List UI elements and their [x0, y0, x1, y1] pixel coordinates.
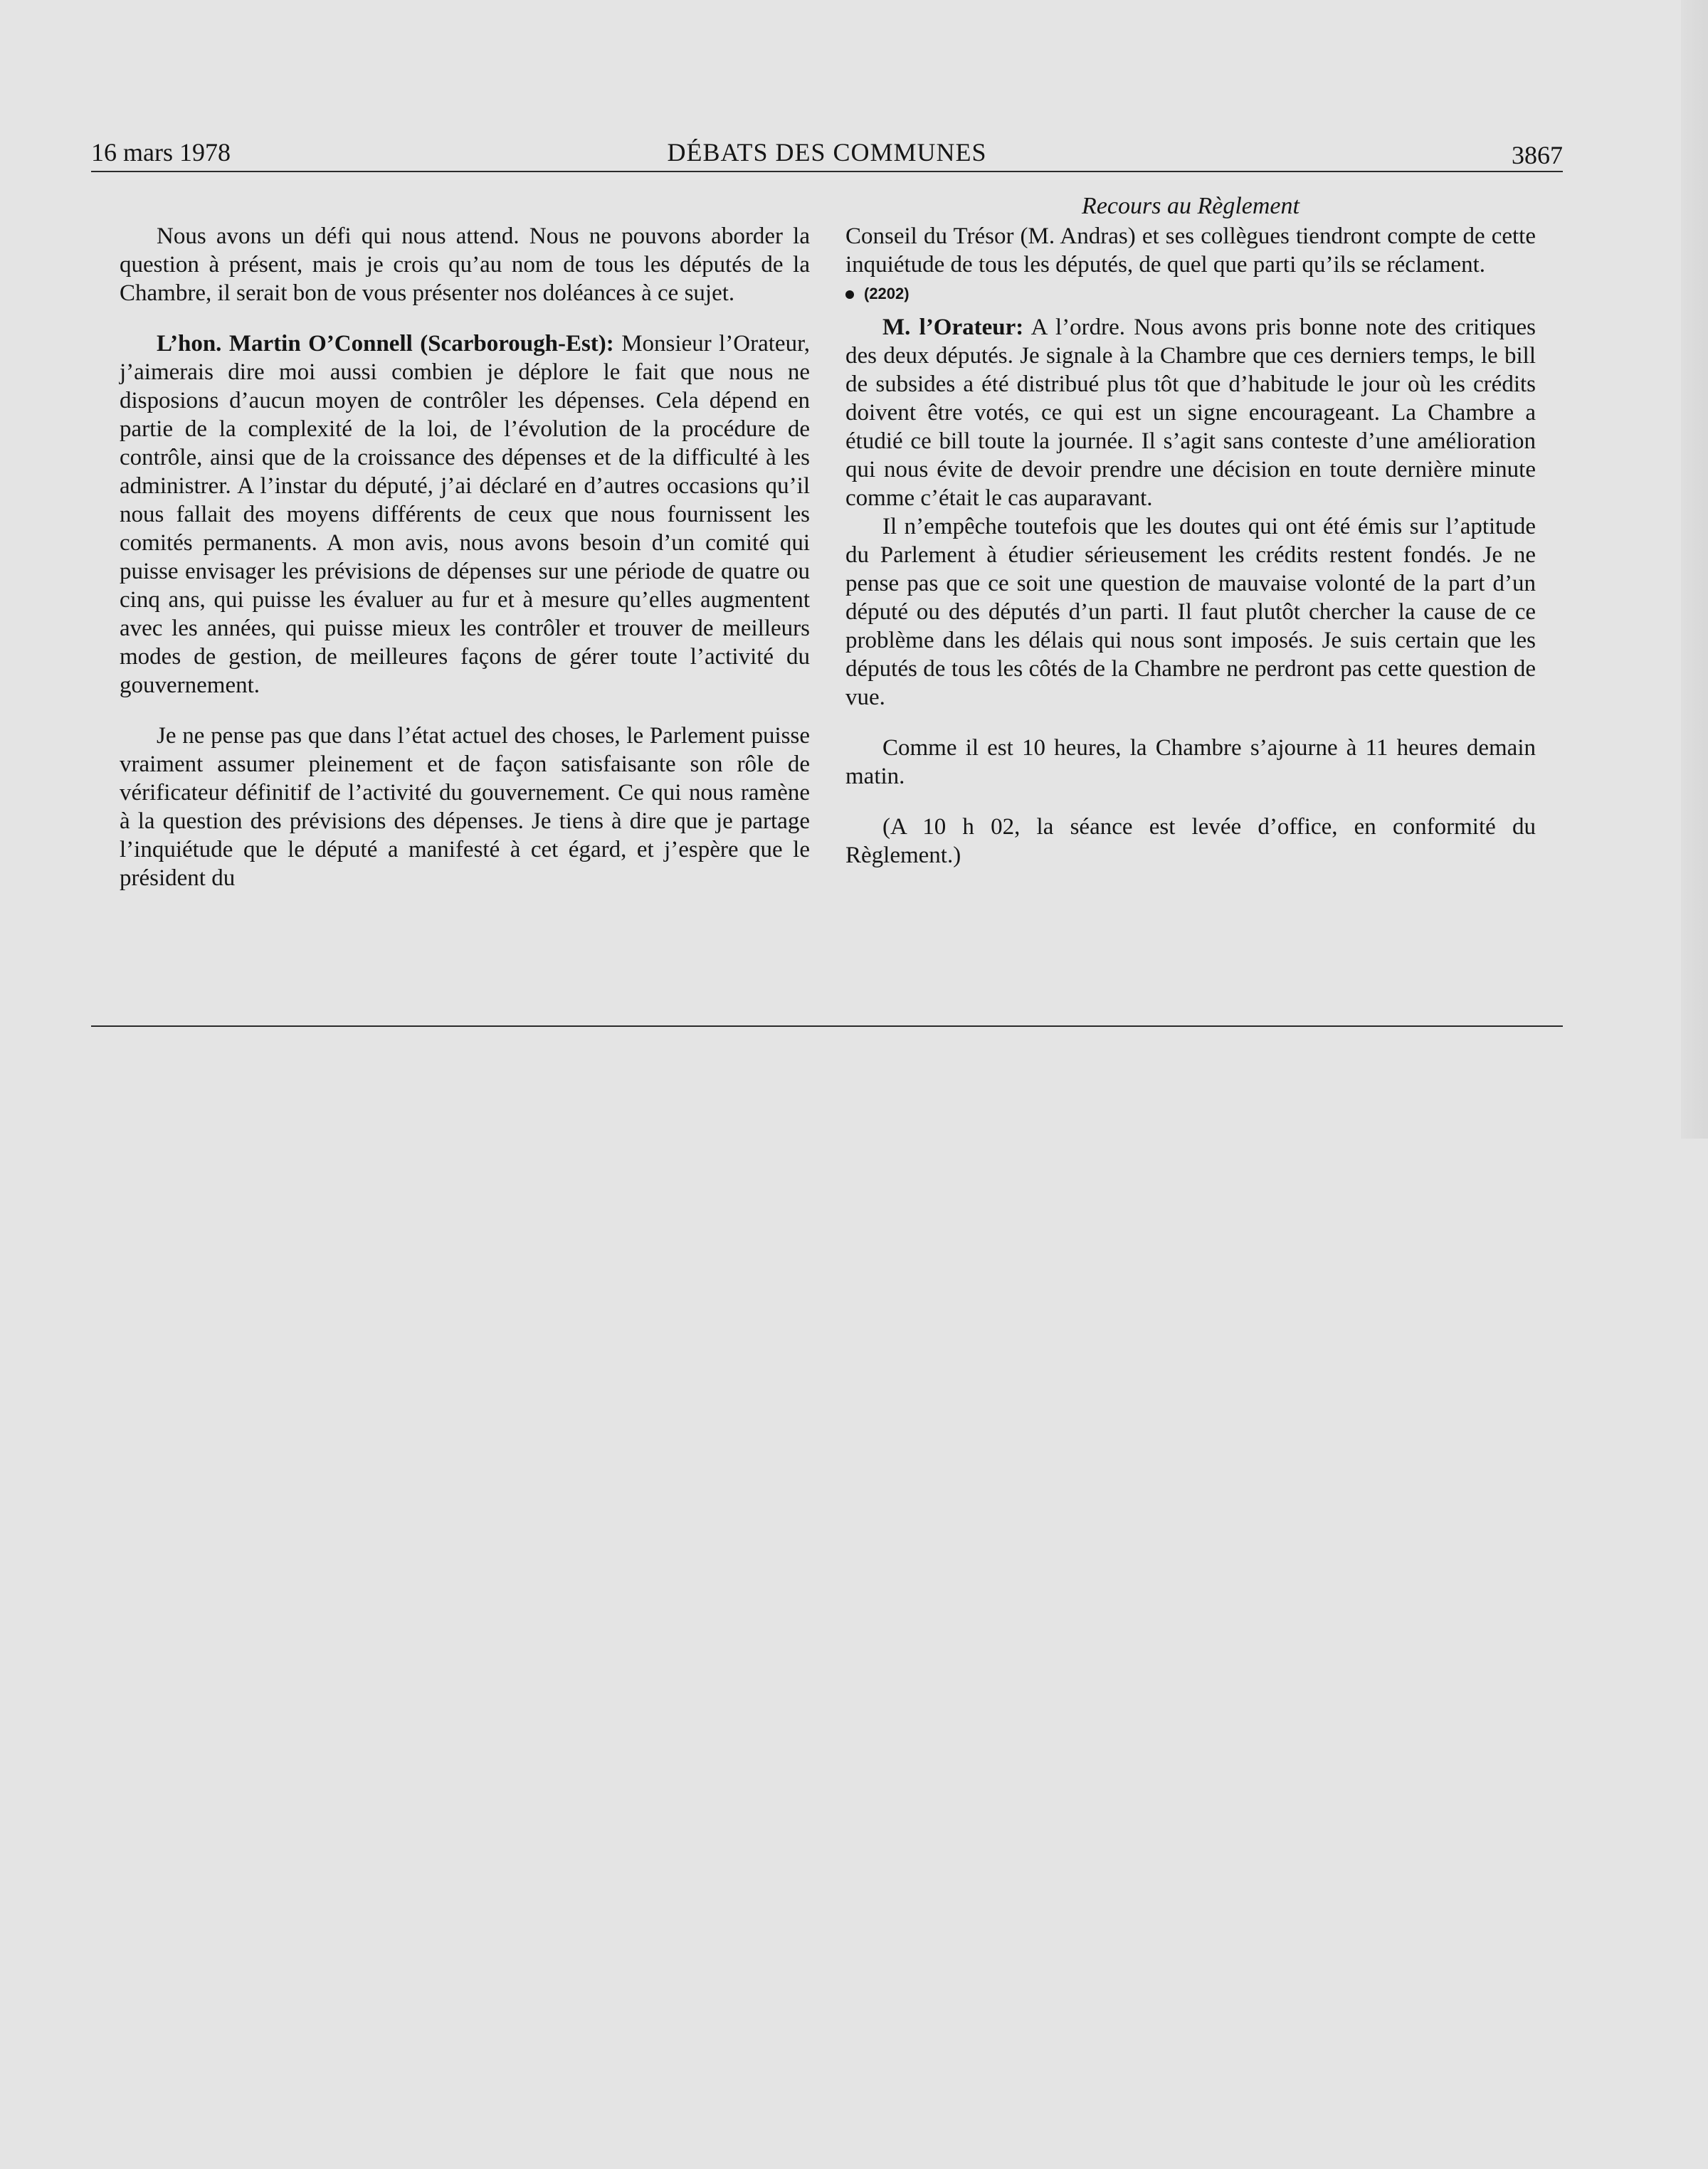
timestamp-marker: [845, 282, 1536, 306]
speech-text: Monsieur l’Orateur, j’aimerais dire moi aussi combien je déplore le fait que nous ne disposions d’aucun moyen de contrôler les dépenses. Cela dépend en partie de la complexité de la loi, de l’évolution de la procédure de contrôle, ainsi que de la croissance des dépenses et de la difficulté à les administrer. A l’instar du député, j’ai déclaré en d’autres occasions qu’il nous fallait des moyens différents de ceux que nous fournissent les comités permanents. A mon avis, nous avons besoin d’un comité qui puisse envisager les prévisions de dépenses sur une période de quatre ou cinq ans, qui puisse les évaluer au fur et à mesure qu’elles augmentent avec les années, qui puisse mieux les contrôler et trouver de meilleurs modes de gestion, de meilleures façons de gérer toute l’activité du gouvernement.: [120, 331, 810, 698]
right-column: [845, 192, 1536, 870]
right-paragraph-2: [845, 313, 1536, 512]
right-paragraph-3: Il n’empêche toutefois que les doutes qui ont été émis sur l’aptitude du Parlement à étudier sérieusement les crédits restent fondés. Je ne pense pas que ce soit une question de mauvaise volonté de la part d’un député ou des députés d’un parti. Il faut plutôt chercher la cause de ce problème dans les délais qui nous sont imposés. Je suis certain que les députés de tous les côtés de la Chambre ne perdront pas cette question de vue.: [845, 514, 1536, 710]
right-paragraph-5: (A 10 h 02, la séance est levée d’office, en conformité du Règlement.): [845, 814, 1536, 868]
speaker-name: M. l’Orateur:: [882, 315, 1024, 340]
left-paragraph-3: Je ne pense pas que dans l’état actuel des choses, le Parlement puisse vraiment assumer pleinement et de façon satisfaisante son rôle de vérificateur définitif de l’activité du gouvernement. Ce qui nous ramène à la question des prévisions des dépenses. Je tiens à dire que je partage l’inquiétude que le député a manifesté à cet égard, et j’espère que le président du: [120, 723, 810, 891]
right-paragraph-4: Comme il est 10 heures, la Chambre s’ajourne à 11 heures demain matin.: [845, 735, 1536, 789]
speaker-name: L’hon. Martin O’Connell (Scarborough-Est):: [157, 331, 614, 357]
page-header: [91, 135, 1563, 169]
timestamp-text: (2202): [864, 285, 910, 302]
footer-rule: [91, 1025, 1563, 1027]
header-date: 16 mars 1978: [91, 138, 231, 167]
right-paragraph-1: Conseil du Trésor (M. Andras) et ses collègues tiendront compte de cette inquiétude de tous les députés, de quel que parti qu’ils se réclament.: [845, 223, 1536, 278]
bullet-icon: [845, 290, 854, 299]
page-number: 3867: [1512, 141, 1563, 169]
header-title: DÉBATS DES COMMUNES: [667, 138, 987, 167]
left-paragraph-1: Nous avons un défi qui nous attend. Nous ne pouvons aborder la question à présent, mais je crois qu’au nom de tous les députés de la Chambre, il serait bon de vous présenter nos doléances à ce sujet.: [120, 223, 810, 306]
left-paragraph-2: [120, 329, 810, 700]
page-edge-shadow: [1681, 0, 1708, 1139]
header-rule: [91, 171, 1563, 172]
running-head: Recours au Règlement: [1082, 193, 1300, 219]
speech-text: A l’ordre. Nous avons pris bonne note des critiques des deux députés. Je signale à la Chambre que ces derniers temps, le bill de subsides a été distribué plus tôt que d’habitude le jour où les crédits doivent être votés, ce qui est un signe encourageant. La Chambre a étudié ce bill toute la journée. Il s’agit sans conteste d’une amélioration qui nous évite de devoir prendre une décision en toute dernière minute comme c’était le cas auparavant.: [845, 315, 1536, 511]
left-column: [120, 222, 810, 892]
